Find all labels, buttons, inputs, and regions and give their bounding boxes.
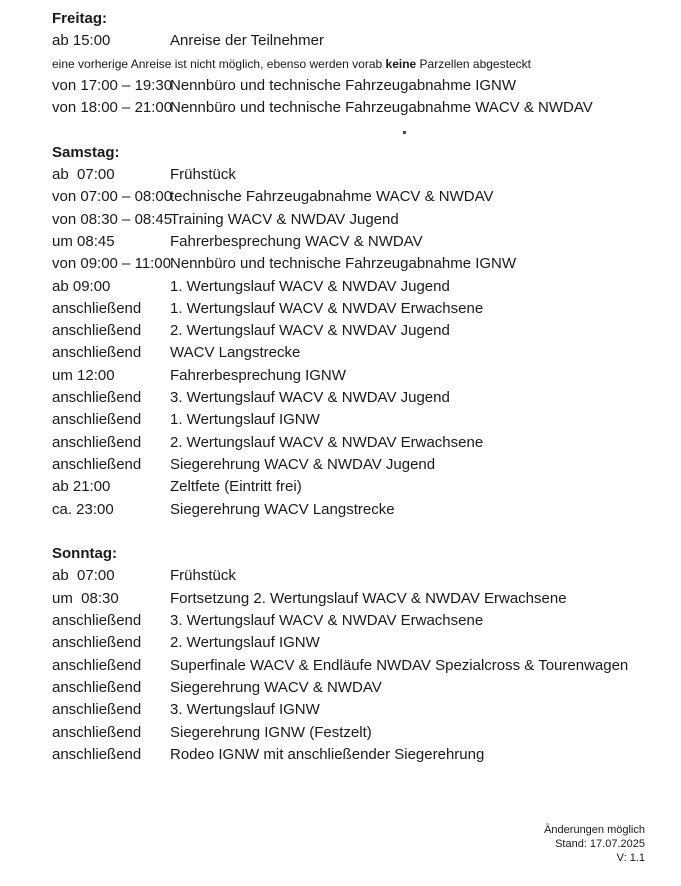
time-label: anschließend: [52, 411, 142, 429]
note-text-pre: eine vorherige Anreise ist nicht möglich, ebenso werden vorab: [52, 56, 386, 71]
time-label: ab 09:00: [52, 277, 111, 295]
time-label: anschließend: [52, 322, 142, 340]
schedule-row: [52, 409, 673, 431]
time-label: um 08:45: [52, 232, 115, 250]
event-label: 3. Wertungslauf WACV & NWDAV Erwachsene: [170, 612, 484, 630]
time-label: von 09:00 – 11:00: [52, 255, 171, 273]
schedule-row: [52, 722, 673, 744]
event-label: 1. Wertungslauf IGNW: [170, 411, 320, 429]
schedule-row: [52, 387, 673, 409]
schedule-row: [52, 432, 673, 454]
time-label: von 18:00 – 21:00: [52, 99, 173, 117]
event-label: 1. Wertungslauf WACV & NWDAV Erwachsene: [170, 299, 484, 317]
rows-freitag: [52, 30, 673, 119]
footer-version: V: 1.1: [616, 852, 645, 864]
event-label: Siegerehrung IGNW (Festzelt): [170, 723, 372, 741]
event-label: Training WACV & NWDAV Jugend: [170, 210, 399, 228]
time-label: anschließend: [52, 656, 142, 674]
time-label: anschließend: [52, 389, 142, 407]
time-label: anschließend: [52, 701, 142, 719]
event-label: 2. Wertungslauf WACV & NWDAV Jugend: [170, 322, 450, 340]
footer-stand-date: Stand: 17.07.2025: [555, 838, 645, 850]
section-freitag: [52, 8, 673, 119]
day-heading-freitag: Freitag:: [52, 10, 108, 27]
event-label: Siegerehrung WACV & NWDAV: [170, 678, 382, 696]
section-sonntag: [52, 543, 673, 766]
time-label: anschließend: [52, 745, 142, 763]
rows-samstag: [52, 164, 673, 521]
schedule-row: [52, 744, 673, 766]
time-label: anschließend: [52, 678, 142, 696]
time-label: anschließend: [52, 344, 142, 362]
schedule-row: [52, 320, 673, 342]
event-label: Fahrerbesprechung WACV & NWDAV: [170, 232, 423, 250]
event-label: Nennbüro und technische Fahrzeugabnahme IGNW: [170, 255, 517, 273]
day-heading-samstag: Samstag:: [52, 143, 120, 161]
schedule-row: [52, 276, 673, 298]
schedule-row: [52, 186, 673, 208]
time-label: ab 15:00: [52, 32, 111, 50]
time-label: anschließend: [52, 634, 142, 652]
schedule-content: [52, 8, 673, 766]
event-label: 3. Wertungslauf WACV & NWDAV Jugend: [170, 389, 450, 407]
schedule-row: [52, 342, 673, 364]
schedule-row: [52, 209, 673, 231]
event-label: Nennbüro und technische Fahrzeugabnahme IGNW: [170, 76, 517, 94]
event-label: Anreise der Teilnehmer: [170, 32, 324, 50]
event-label: Zeltfete (Eintritt frei): [170, 478, 302, 496]
event-label: Siegerehrung WACV Langstrecke: [170, 500, 395, 518]
time-label: anschließend: [52, 612, 142, 630]
event-label: technische Fahrzeugabnahme WACV & NWDAV: [170, 188, 494, 206]
schedule-row: [52, 231, 673, 253]
event-label: Fortsetzung 2. Wertungslauf WACV & NWDAV Erwachsene: [170, 589, 567, 607]
event-label: Frühstück: [170, 166, 236, 184]
time-label: um 12:00: [52, 366, 115, 384]
event-label: Frühstück: [170, 567, 236, 585]
time-label: ab 07:00: [52, 166, 115, 184]
schedule-row: [52, 97, 673, 119]
schedule-note: [52, 53, 673, 75]
event-label: 1. Wertungslauf WACV & NWDAV Jugend: [170, 277, 450, 295]
note-text-bold: keine: [385, 56, 417, 71]
schedule-row: [52, 253, 673, 275]
time-label: von 08:30 – 08:45: [52, 210, 173, 228]
stray-dot-artifact: [403, 131, 406, 134]
schedule-row: [52, 699, 673, 721]
time-label: anschließend: [52, 455, 142, 473]
schedule-row: [52, 499, 673, 521]
event-label: Fahrerbesprechung IGNW: [170, 366, 346, 384]
footer: [544, 823, 645, 865]
schedule-row: [52, 30, 673, 52]
time-label: von 07:00 – 08:00: [52, 188, 173, 206]
time-label: anschließend: [52, 723, 142, 741]
time-label: ab 21:00: [52, 478, 111, 496]
rows-sonntag: [52, 565, 673, 766]
time-label: von 17:00 – 19:30: [52, 76, 173, 94]
schedule-row: [52, 632, 673, 654]
time-label: ab 07:00: [52, 567, 115, 585]
schedule-row: [52, 655, 673, 677]
day-heading-sonntag: Sonntag:: [52, 545, 117, 563]
event-label: Superfinale WACV & Endläufe NWDAV Spezialcross & Tourenwagen: [170, 656, 629, 674]
schedule-row: [52, 565, 673, 587]
section-samstag: [52, 142, 673, 521]
schedule-row: [52, 677, 673, 699]
schedule-row: [52, 476, 673, 498]
event-label: 2. Wertungslauf IGNW: [170, 634, 320, 652]
event-label: 2. Wertungslauf WACV & NWDAV Erwachsene: [170, 433, 484, 451]
schedule-row: [52, 610, 673, 632]
time-label: ca. 23:00: [52, 500, 114, 518]
schedule-row: [52, 298, 673, 320]
schedule-row: [52, 588, 673, 610]
time-label: anschließend: [52, 433, 142, 451]
event-label: Rodeo IGNW mit anschließender Siegerehrung: [170, 745, 485, 763]
schedule-row: [52, 75, 673, 97]
footer-changes-note: Änderungen möglich: [544, 824, 645, 836]
note-text-post: Parzellen abgesteckt: [416, 56, 531, 71]
time-label: anschließend: [52, 299, 142, 317]
event-label: 3. Wertungslauf IGNW: [170, 701, 320, 719]
event-label: WACV Langstrecke: [170, 344, 301, 362]
event-label: Nennbüro und technische Fahrzeugabnahme WACV & NWDAV: [170, 99, 593, 117]
time-label: um 08:30: [52, 589, 119, 607]
schedule-row: [52, 454, 673, 476]
schedule-row: [52, 164, 673, 186]
event-label: Siegerehrung WACV & NWDAV Jugend: [170, 455, 436, 473]
schedule-row: [52, 365, 673, 387]
